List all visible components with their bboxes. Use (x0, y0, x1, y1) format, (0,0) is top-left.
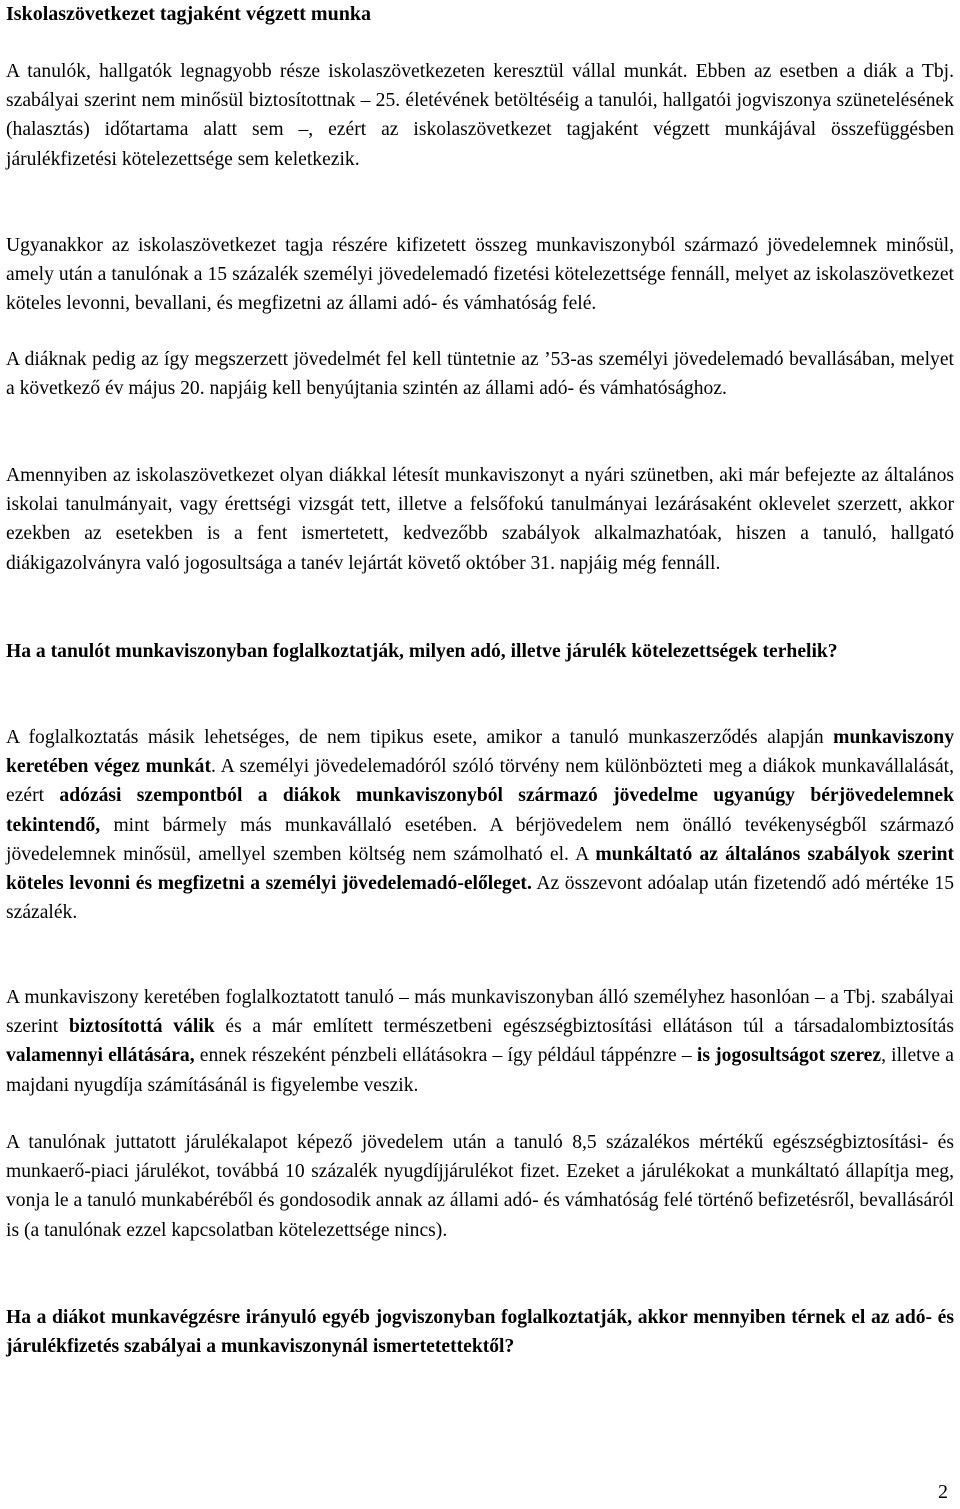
bold-segment: valamennyi ellátására, (6, 1045, 195, 1067)
bold-segment: munkáltató az általános szabályok szerint köteles levonni és megfizetni a személyi jövedelemadó-előleget. (6, 843, 955, 895)
paragraph-employment-contract (6, 723, 954, 927)
text-segment: és a már említett természetbeni egészségbiztosítási ellátáson túl a társadalombiztosítás (214, 1016, 955, 1038)
text-segment: . A személyi jövedelemadóról szóló törvény nem különbözteti meg a diákok munkavállalását, ezért (6, 756, 954, 807)
text-segment: , illetve a majdani nyugdíja számításánál is figyelembe veszik. (6, 1045, 954, 1096)
text-segment: A foglalkoztatás másik lehetséges, de nem tipikus esete, amikor a tanuló munkaszerződés alapján (6, 727, 834, 748)
text-segment: Az összevont adóalap után fizetendő adó mértéke 15 százalék. (6, 873, 955, 924)
text-segment: mint bármely más munkavállaló esetében. A bérjövedelem nem önálló tevékenységből származó jövedelemnek minősül, amellyel szemben költség nem számolható el. A (6, 814, 954, 865)
paragraph-summer-employment: Amennyiben az iskolaszövetkezet olyan diákkal létesít munkaviszonyt a nyári szünetben, aki már befejezte az általános iskolai tanulmányait, vagy érettségi vizsgát tett, illetve a felsőfokú tanulmányai lezárásaként oklevelet szerzett, akkor ezekben az esetekben is a fent ismertetett, kedvezőbb szabályok alkalmazhatóak, hiszen a tanuló, hallgató diákigazolványra való jogosultsága a tanév lejártát követő október 31. napjáig még fennáll. (6, 465, 954, 574)
paragraph-student-cooperative: A tanulók, hallgatók legnagyobb része iskolaszövetkezeten keresztül vállal munkát. Ebben az esetben a diák a Tbj. szabályai szerint nem minősül biztosítottnak – 25. életévének betöltéséig a tanulói, hallgatói jogviszonya szünetelésének (halasztás) időtartama alatt sem –, ezért az iskolaszövetkezet tagjaként végzett munkájával összefüggésben járulékfizetési kötelezettsége sem keletkezik. (6, 61, 954, 170)
bold-segment: is jogosultságot szerez (696, 1045, 882, 1067)
question-employment-taxes: Ha a tanulót munkaviszonyban foglalkoztatják, milyen adó, illetve járulék kötelezettségek terhelik? (6, 641, 838, 662)
text-segment: A munkaviszony keretében foglalkoztatott tanuló – más munkaviszonyban álló személyhez hasonlóan – a Tbj. szabályai szerint (6, 987, 954, 1038)
paragraph-tax-return: A diáknak pedig az így megszerzett jövedelmét fel kell tüntetnie az ’53-as személyi jövedelemadó bevallásában, melyet a következő év május 20. napjáig kell benyújtania szintén az állami adó- és vámhatósághoz. (6, 349, 954, 400)
bold-segment: adózási szempontból a diákok munkaviszonyból származó jövedelme ugyanúgy bérjövedelemnek tekintendő, (6, 785, 954, 836)
paragraph-insured-status (6, 983, 954, 1100)
paragraph-contributions: A tanulónak juttatott járulékalapot képező jövedelem után a tanuló 8,5 százalékos mértékű egészségbiztosítási- és munkaerő-piaci járulékot, továbbá 10 százalék nyugdíjjárulékot fizet. Ezeket a járulékokat a munkáltató állapítja meg, vonja le a tanuló munkabéréből és gondosodik annak az állami adó- és vámhatóság felé történő befizetésről, bevallásáról is (a tanulónak ezzel kapcsolatban kötelezettsége nincs). (6, 1132, 954, 1241)
text-segment: ennek részeként pénzbeli ellátásokra – így például táppénzre – (194, 1045, 697, 1067)
bold-segment: biztosítottá válik (68, 1016, 215, 1038)
bold-segment: munkaviszony keretében végez munkát (6, 727, 954, 778)
document-title: Iskolaszövetkezet tagjaként végzett munka (6, 3, 371, 25)
question-other-employment: Ha a diákot munkavégzésre irányuló egyéb jogviszonyban foglalkoztatják, akkor mennyiben térnek el az adó- és járulékfizetés szabályai a munkaviszonynál ismertetettektől? (6, 1307, 954, 1358)
paragraph-income-tax: Ugyanakkor az iskolaszövetkezet tagja részére kifizetett összeg munkaviszonyból származó jövedelemnek minősül, amely után a tanulónak a 15 százalék személyi jövedelemadó fizetési kötelezettsége fennáll, melyet az iskolaszövetkezet köteles levonni, bevallani, és megfizetni az állami adó- és vámhatóság felé. (6, 235, 954, 315)
page-number: 2 (938, 1481, 948, 1503)
